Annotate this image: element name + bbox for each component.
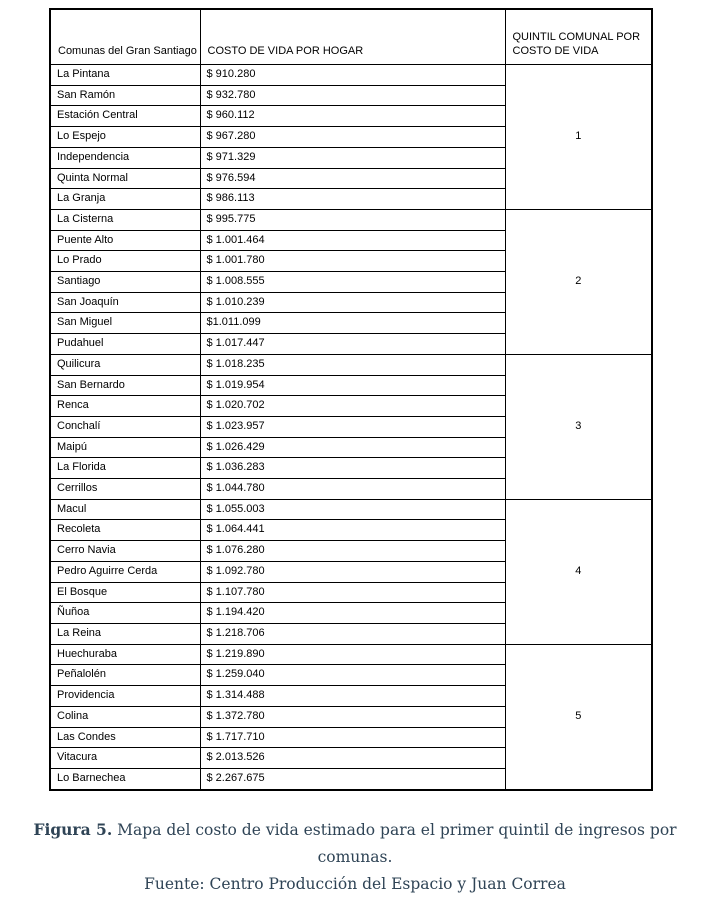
header-quintil [505, 9, 652, 65]
comuna-cell: La Cisterna [50, 209, 200, 230]
costo-cell: $ 1.019.954 [200, 375, 505, 396]
comuna-cell: San Miguel [50, 313, 200, 334]
comuna-cell: Cerrillos [50, 479, 200, 500]
comuna-cell: El Bosque [50, 582, 200, 603]
comuna-cell: Lo Prado [50, 251, 200, 272]
costo-cell: $ 976.594 [200, 168, 505, 189]
comuna-cell: Independencia [50, 147, 200, 168]
costo-cell: $ 1.107.780 [200, 582, 505, 603]
table-row [50, 644, 652, 665]
figure-label: Figura 5. [33, 820, 113, 839]
comuna-cell: San Ramón [50, 85, 200, 106]
comuna-cell: San Joaquín [50, 292, 200, 313]
table-row [50, 65, 652, 86]
comuna-cell: Estación Central [50, 106, 200, 127]
costo-cell: $ 1.001.464 [200, 230, 505, 251]
costo-cell: $ 1.055.003 [200, 499, 505, 520]
costo-cell: $ 1.010.239 [200, 292, 505, 313]
costo-cell: $ 932.780 [200, 85, 505, 106]
table-row [50, 209, 652, 230]
comuna-cell: Peñalolén [50, 665, 200, 686]
costo-cell: $ 1.076.280 [200, 541, 505, 562]
comuna-cell: Renca [50, 396, 200, 417]
costo-cell: $ 960.112 [200, 106, 505, 127]
costo-cell: $ 1.218.706 [200, 623, 505, 644]
costo-cell: $ 1.194.420 [200, 603, 505, 624]
figure-caption-line1 [0, 816, 710, 871]
costo-cell: $ 1.717.710 [200, 727, 505, 748]
quintil-cell: 3 [505, 354, 652, 499]
comuna-cell: Puente Alto [50, 230, 200, 251]
costo-cell: $ 1.020.702 [200, 396, 505, 417]
costo-cell: $ 1.219.890 [200, 644, 505, 665]
costo-cell: $ 995.775 [200, 209, 505, 230]
header-quintil-line1: QUINTIL COMUNAL POR [512, 31, 641, 43]
costo-cell: $ 1.023.957 [200, 416, 505, 437]
costo-cell: $ 1.064.441 [200, 520, 505, 541]
comuna-cell: La Reina [50, 623, 200, 644]
header-quintil-line2: COSTO DE VIDA [512, 45, 599, 57]
comuna-cell: Recoleta [50, 520, 200, 541]
quintil-cell: 4 [505, 499, 652, 644]
figure-source: Fuente: Centro Producción del Espacio y Juan Correa [144, 875, 566, 893]
header-row [50, 9, 652, 65]
costo-cell: $ 1.092.780 [200, 561, 505, 582]
cost-of-living-table-container [49, 8, 653, 791]
costo-cell: $ 1.036.283 [200, 458, 505, 479]
costo-cell: $ 967.280 [200, 127, 505, 148]
comuna-cell: Pudahuel [50, 334, 200, 355]
comuna-cell: Providencia [50, 686, 200, 707]
comuna-cell: La Granja [50, 189, 200, 210]
costo-cell: $ 2.267.675 [200, 768, 505, 789]
quintil-cell: 5 [505, 644, 652, 789]
table-row [50, 354, 652, 375]
table-row [50, 499, 652, 520]
comuna-cell: Macul [50, 499, 200, 520]
costo-cell: $ 1.017.447 [200, 334, 505, 355]
comuna-cell: Ñuñoa [50, 603, 200, 624]
costo-cell: $ 910.280 [200, 65, 505, 86]
comuna-cell: Maipú [50, 437, 200, 458]
table-body [50, 65, 652, 790]
comuna-cell: Cerro Navia [50, 541, 200, 562]
comuna-cell: Lo Espejo [50, 127, 200, 148]
costo-cell: $ 1.259.040 [200, 665, 505, 686]
comuna-cell: La Florida [50, 458, 200, 479]
comuna-cell: Pedro Aguirre Cerda [50, 561, 200, 582]
comuna-cell: Huechuraba [50, 644, 200, 665]
costo-cell: $ 1.008.555 [200, 272, 505, 293]
costo-cell: $ 1.018.235 [200, 354, 505, 375]
comuna-cell: La Pintana [50, 65, 200, 86]
quintil-cell: 2 [505, 209, 652, 354]
costo-cell: $1.011.099 [200, 313, 505, 334]
figure-title: Mapa del costo de vida estimado para el primer quintil de ingresos por comunas. [112, 821, 677, 866]
comuna-cell: Santiago [50, 272, 200, 293]
comuna-cell: San Bernardo [50, 375, 200, 396]
costo-cell: $ 1.001.780 [200, 251, 505, 272]
header-comunas: Comunas del Gran Santiago [50, 9, 200, 65]
cost-of-living-table [49, 8, 653, 791]
costo-cell: $ 1.044.780 [200, 479, 505, 500]
comuna-cell: Conchalí [50, 416, 200, 437]
costo-cell: $ 2.013.526 [200, 748, 505, 769]
comuna-cell: Quilicura [50, 354, 200, 375]
comuna-cell: Lo Barnechea [50, 768, 200, 789]
comuna-cell: Las Condes [50, 727, 200, 748]
quintil-cell: 1 [505, 65, 652, 210]
figure-caption [0, 816, 710, 898]
comuna-cell: Vitacura [50, 748, 200, 769]
costo-cell: $ 971.329 [200, 147, 505, 168]
comuna-cell: Quinta Normal [50, 168, 200, 189]
comuna-cell: Colina [50, 706, 200, 727]
costo-cell: $ 1.372.780 [200, 706, 505, 727]
costo-cell: $ 1.026.429 [200, 437, 505, 458]
costo-cell: $ 986.113 [200, 189, 505, 210]
costo-cell: $ 1.314.488 [200, 686, 505, 707]
header-costo-de-vida: COSTO DE VIDA POR HOGAR [200, 9, 505, 65]
